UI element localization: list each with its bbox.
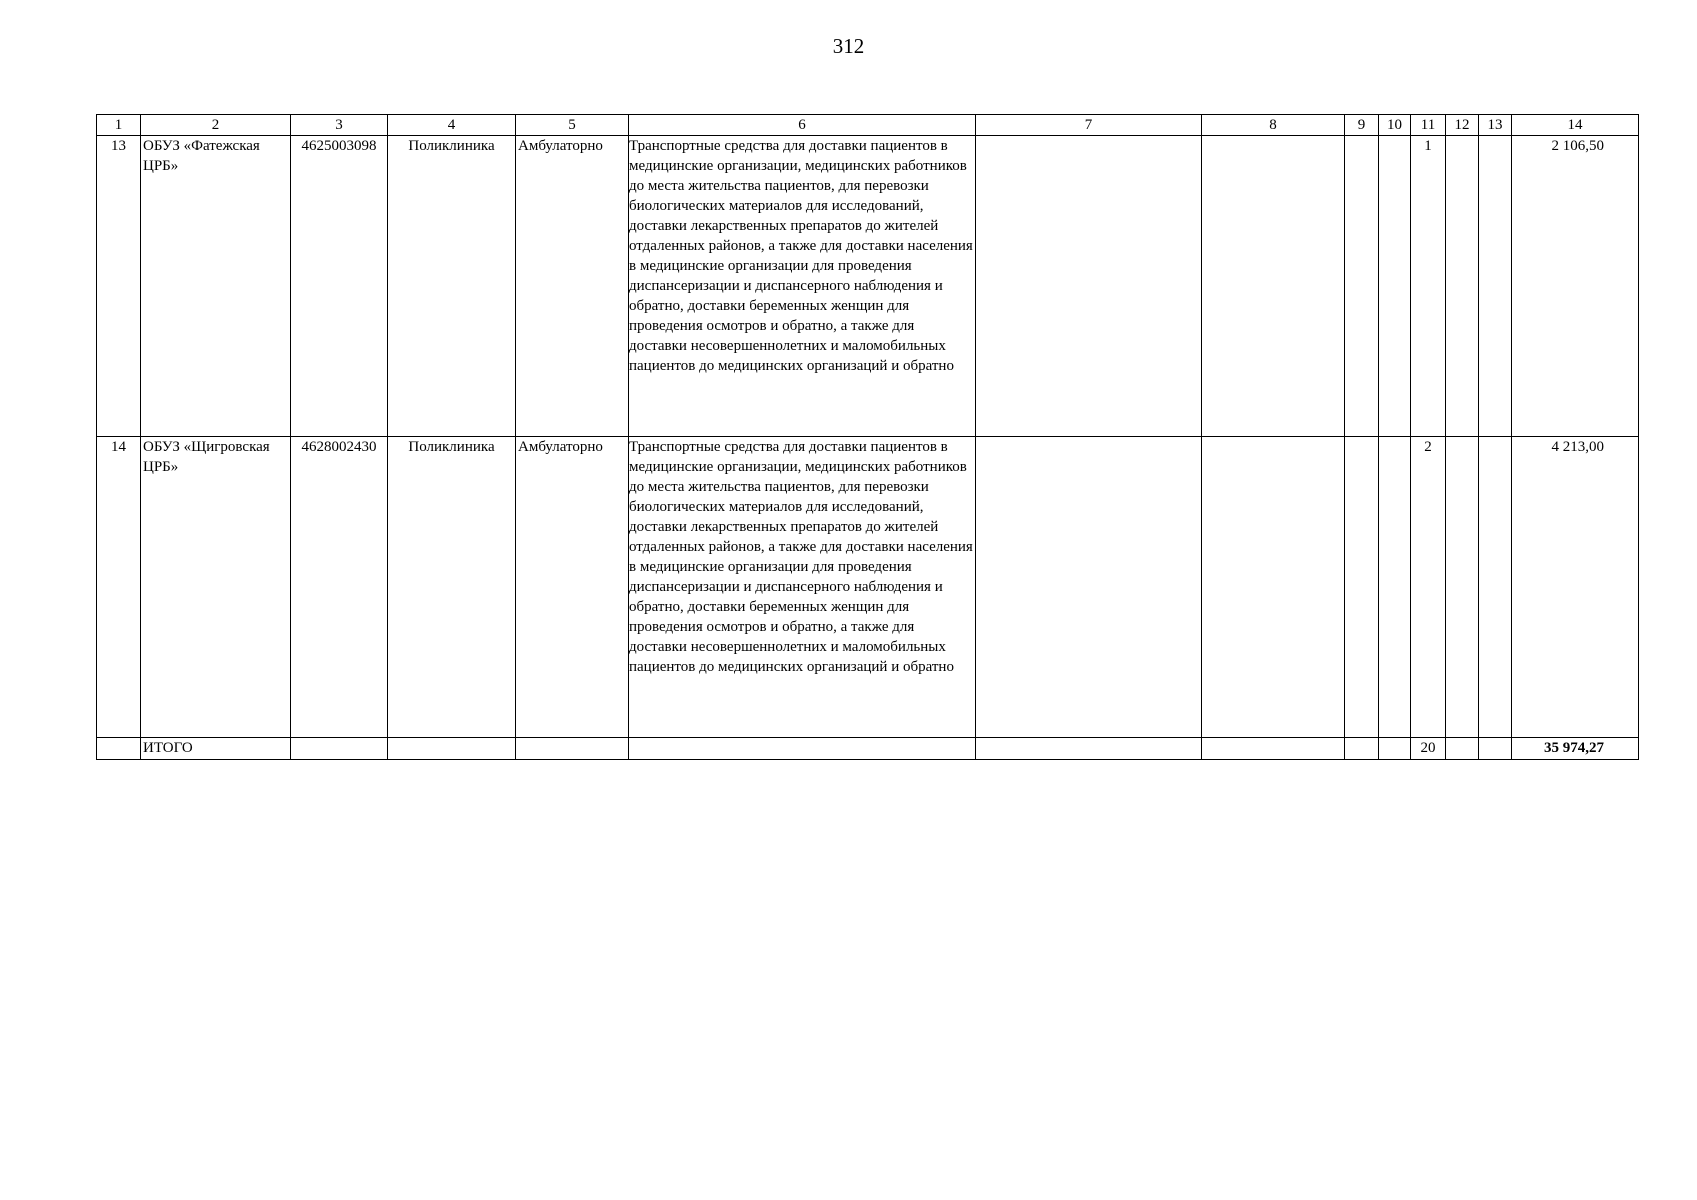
quantity-cell: 1 — [1411, 136, 1446, 437]
total-empty-cell — [1479, 738, 1512, 760]
care-mode-cell: Амбулаторно — [516, 136, 629, 437]
total-row — [97, 738, 1639, 760]
column-13-cell — [1479, 437, 1512, 738]
total-label: ИТОГО — [141, 738, 291, 760]
unit-cell: Поликлиника — [388, 437, 516, 738]
column-number-cell: 11 — [1411, 115, 1446, 136]
column-number-cell: 12 — [1446, 115, 1479, 136]
description-cell: Транспортные средства для доставки пациентов в медицинские организации, медицинских работников до места жительства пациентов, для перевозки биологических материалов для исследований, доставки лекарственных препаратов до жителей отдаленных районов, а также для доставки населения в медицинские организации для проведения диспансеризации и диспансерного наблюдения и обратно, доставки беременных женщин для проведения осмотров и обратно, а также для доставки несовершеннолетних и маломобильных пациентов до медицинских организаций и обратно — [629, 136, 976, 437]
quantity-cell: 2 — [1411, 437, 1446, 738]
total-empty-cell — [516, 738, 629, 760]
description-cell: Транспортные средства для доставки пациентов в медицинские организации, медицинских работников до места жительства пациентов, для перевозки биологических материалов для исследований, доставки лекарственных препаратов до жителей отдаленных районов, а также для доставки населения в медицинские организации для проведения диспансеризации и диспансерного наблюдения и обратно, доставки беременных женщин для проведения осмотров и обратно, а также для доставки несовершеннолетних и маломобильных пациентов до медицинских организаций и обратно — [629, 437, 976, 738]
column-12-cell — [1446, 136, 1479, 437]
total-empty-cell — [629, 738, 976, 760]
column-number-header-row — [97, 115, 1639, 136]
column-number-cell: 4 — [388, 115, 516, 136]
column-number-cell: 10 — [1379, 115, 1411, 136]
column-12-cell — [1446, 437, 1479, 738]
organization-cell: ОБУЗ «Фатежская ЦРБ» — [141, 136, 291, 437]
care-mode-cell: Амбулаторно — [516, 437, 629, 738]
amount-cell: 4 213,00 — [1512, 437, 1639, 738]
column-8-cell — [1202, 136, 1345, 437]
total-empty-cell — [1446, 738, 1479, 760]
column-number-cell: 8 — [1202, 115, 1345, 136]
column-7-cell — [976, 437, 1202, 738]
document-table — [96, 114, 1639, 760]
amount-cell: 2 106,50 — [1512, 136, 1639, 437]
column-number-cell: 13 — [1479, 115, 1512, 136]
column-10-cell — [1379, 136, 1411, 437]
column-7-cell — [976, 136, 1202, 437]
column-9-cell — [1345, 437, 1379, 738]
column-9-cell — [1345, 136, 1379, 437]
total-empty-cell — [291, 738, 388, 760]
column-number-cell: 3 — [291, 115, 388, 136]
column-number-cell: 6 — [629, 115, 976, 136]
total-empty-cell — [388, 738, 516, 760]
column-number-cell: 2 — [141, 115, 291, 136]
column-number-cell: 14 — [1512, 115, 1639, 136]
table-row — [97, 437, 1639, 738]
total-empty-cell — [1345, 738, 1379, 760]
unit-cell: Поликлиника — [388, 136, 516, 437]
column-number-cell: 7 — [976, 115, 1202, 136]
column-number-cell: 5 — [516, 115, 629, 136]
column-number-cell: 9 — [1345, 115, 1379, 136]
total-amount: 35 974,27 — [1512, 738, 1639, 760]
row-number-cell: 13 — [97, 136, 141, 437]
inn-cell: 4628002430 — [291, 437, 388, 738]
page-number: 312 — [832, 34, 865, 58]
inn-cell: 4625003098 — [291, 136, 388, 437]
total-empty-cell — [1202, 738, 1345, 760]
row-number-cell: 14 — [97, 437, 141, 738]
table-row — [97, 136, 1639, 437]
column-number-cell: 1 — [97, 115, 141, 136]
column-10-cell — [1379, 437, 1411, 738]
organization-cell: ОБУЗ «Щигровская ЦРБ» — [141, 437, 291, 738]
column-13-cell — [1479, 136, 1512, 437]
column-8-cell — [1202, 437, 1345, 738]
total-empty-cell — [976, 738, 1202, 760]
total-quantity: 20 — [1411, 738, 1446, 760]
total-empty-cell — [97, 738, 141, 760]
total-empty-cell — [1379, 738, 1411, 760]
